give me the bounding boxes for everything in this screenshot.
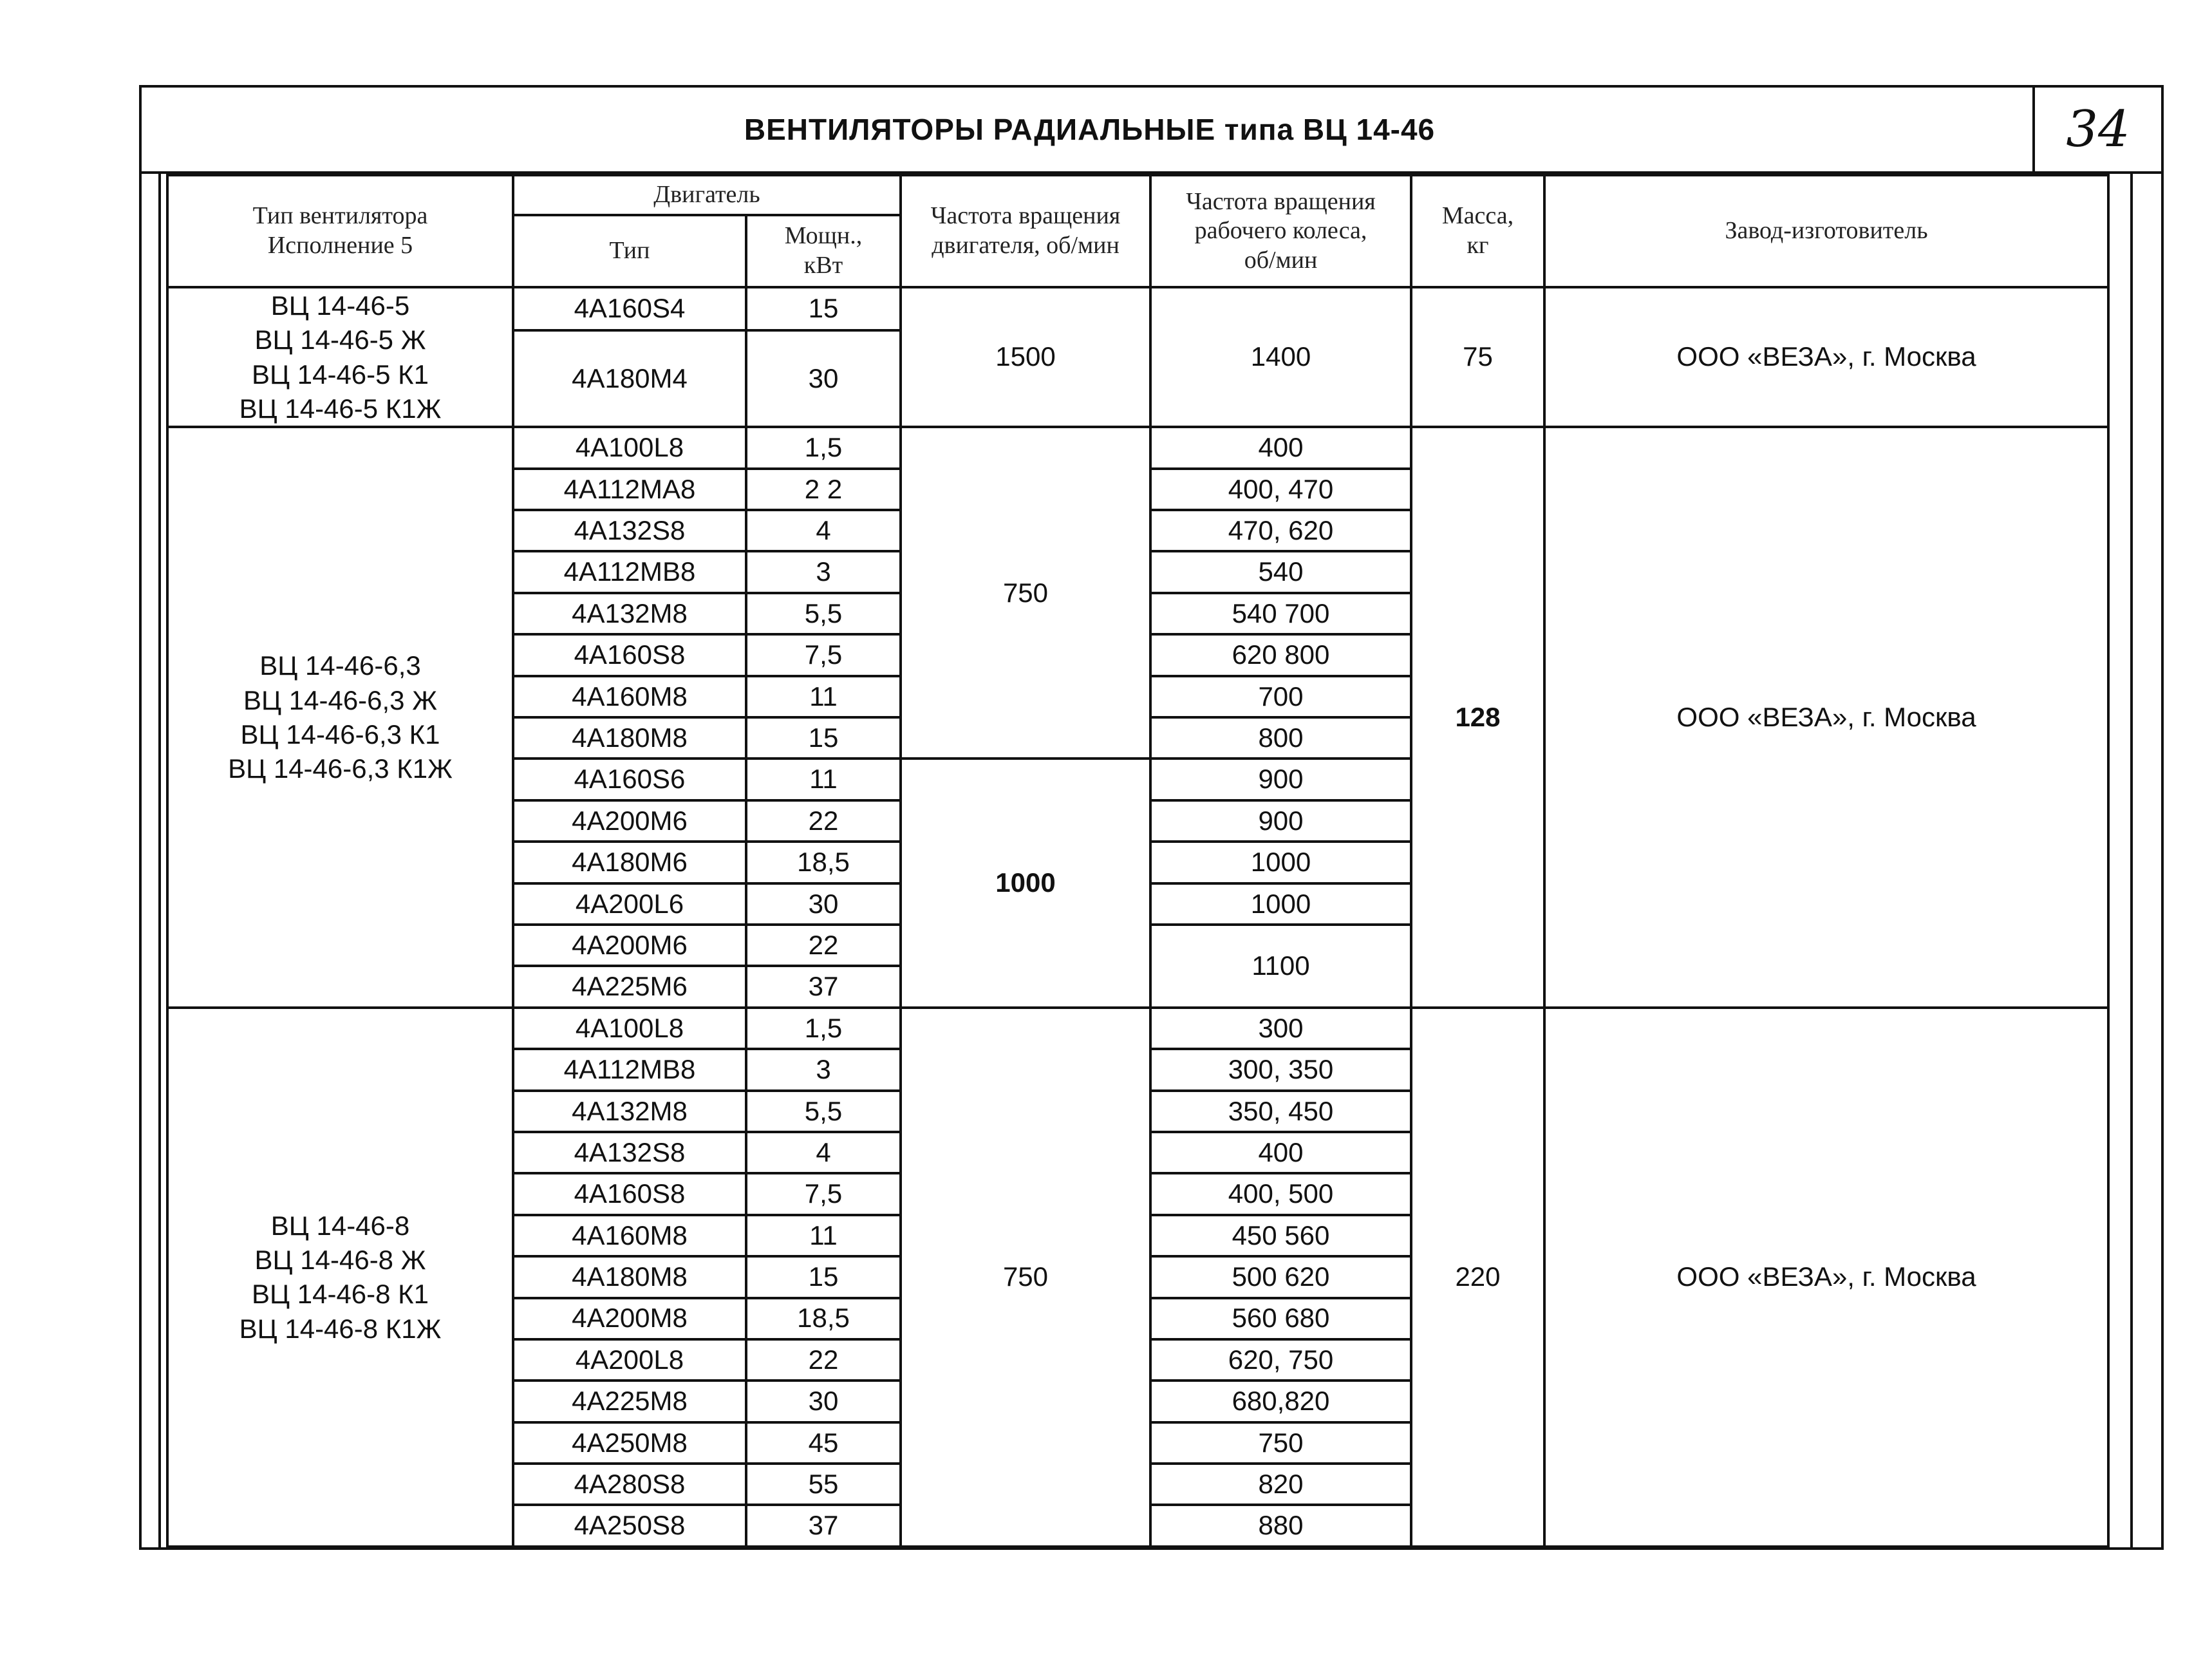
motor-type: 4А160S6 [513, 759, 746, 800]
fan-type: ВЦ 14-46-8 [270, 1210, 410, 1241]
motor-type: 4А180М8 [513, 717, 746, 759]
motor-power: 11 [746, 1215, 901, 1256]
wheel-speed: 900 [1150, 759, 1411, 800]
manufacturer: ООО «ВЕЗА», г. Москва [1544, 427, 2108, 1007]
wheel-speed: 700 [1150, 676, 1411, 717]
fan-type-cell [167, 1008, 513, 1547]
motor-type: 4А200L6 [513, 883, 746, 925]
motor-power: 2 2 [746, 469, 901, 510]
motor-type: 4А250S8 [513, 1505, 746, 1546]
motor-type: 4А100L8 [513, 427, 746, 468]
motor-speed: 1500 [901, 287, 1150, 427]
fan-type: ВЦ 14-46-8 К1 [251, 1279, 429, 1310]
motor-power: 1,5 [746, 1008, 901, 1049]
motor-speed: 750 [901, 427, 1150, 759]
header-motor-speed-line2: двигателя, об/мин [932, 232, 1120, 259]
document-sheet [139, 85, 2164, 1550]
motor-power: 3 [746, 551, 901, 592]
wheel-speed: 1400 [1150, 287, 1411, 427]
fan-type: ВЦ 14-46-6,3 Ж [243, 684, 437, 715]
fan-type: ВЦ 14-46-8 Ж [254, 1244, 426, 1275]
header-manufacturer: Завод-изготовитель [1544, 175, 2108, 287]
wheel-speed: 560 680 [1150, 1298, 1411, 1339]
header-motor-power-line2: кВт [803, 252, 843, 279]
right-margin-rule [2130, 174, 2133, 1550]
motor-power: 22 [746, 925, 901, 966]
page-number-box [2032, 88, 2161, 171]
fan-spec-table [166, 174, 2110, 1548]
fan-type: ВЦ 14-46-6,3 К1Ж [228, 753, 453, 784]
motor-type: 4А250М8 [513, 1422, 746, 1464]
motor-power: 11 [746, 676, 901, 717]
wheel-speed: 680,820 [1150, 1381, 1411, 1422]
motor-type: 4А200М6 [513, 800, 746, 842]
header-wheel-speed-line3: об/мин [1244, 246, 1318, 274]
motor-power: 11 [746, 759, 901, 800]
motor-type: 4А100L8 [513, 1008, 746, 1049]
page-number: 34 [2066, 100, 2130, 158]
motor-type: 4А180М6 [513, 842, 746, 883]
motor-power: 7,5 [746, 634, 901, 675]
motor-type: 4А160М8 [513, 676, 746, 717]
fan-type: ВЦ 14-46-5 К1 [251, 359, 429, 390]
mass: 75 [1411, 287, 1544, 427]
wheel-speed: 300 [1150, 1008, 1411, 1049]
fan-type: ВЦ 14-46-8 К1Ж [239, 1313, 442, 1344]
motor-type: 4А225М6 [513, 966, 746, 1007]
motor-type: 4А200М6 [513, 925, 746, 966]
motor-power: 15 [746, 1256, 901, 1297]
motor-power: 30 [746, 330, 901, 427]
fan-type: ВЦ 14-46-6,3 К1 [240, 719, 440, 750]
motor-type: 4А132М8 [513, 1091, 746, 1132]
wheel-speed: 500 620 [1150, 1256, 1411, 1297]
manufacturer: ООО «ВЕЗА», г. Москва [1544, 287, 2108, 427]
wheel-speed: 400 [1150, 427, 1411, 468]
header-mass-line2: кг [1467, 232, 1489, 259]
motor-type: 4А160S8 [513, 634, 746, 675]
motor-power: 55 [746, 1464, 901, 1505]
wheel-speed: 400, 470 [1150, 469, 1411, 510]
wheel-speed: 900 [1150, 800, 1411, 842]
motor-power: 22 [746, 1339, 901, 1381]
motor-power: 15 [746, 287, 901, 330]
motor-power: 3 [746, 1049, 901, 1090]
header-wheel-speed-line2: рабочего колеса, [1194, 217, 1367, 245]
motor-power: 18,5 [746, 842, 901, 883]
motor-power: 18,5 [746, 1298, 901, 1339]
motor-power: 7,5 [746, 1173, 901, 1214]
header-motor: Двигатель [513, 175, 901, 215]
header-mass [1411, 175, 1544, 287]
motor-type: 4А160S4 [513, 287, 746, 330]
wheel-speed: 540 [1150, 551, 1411, 592]
mass: 128 [1411, 427, 1544, 1007]
header-wheel-speed [1150, 175, 1411, 287]
motor-type: 4А132S8 [513, 1132, 746, 1173]
motor-power: 30 [746, 1381, 901, 1422]
wheel-speed: 620, 750 [1150, 1339, 1411, 1381]
motor-type: 4А200L8 [513, 1339, 746, 1381]
motor-type: 4А225М8 [513, 1381, 746, 1422]
wheel-speed: 350, 450 [1150, 1091, 1411, 1132]
motor-power: 15 [746, 717, 901, 759]
fan-type-cell [167, 427, 513, 1007]
motor-power: 30 [746, 883, 901, 925]
wheel-speed: 400 [1150, 1132, 1411, 1173]
page-title: ВЕНТИЛЯТОРЫ РАДИАЛЬНЫЕ типа ВЦ 14-46 [744, 113, 1436, 146]
motor-power: 5,5 [746, 593, 901, 634]
mass: 220 [1411, 1008, 1544, 1547]
header-fan-type-line2: Исполнение 5 [267, 232, 413, 259]
motor-type: 4А280S8 [513, 1464, 746, 1505]
motor-power: 37 [746, 1505, 901, 1546]
motor-type: 4А112МВ8 [513, 1049, 746, 1090]
fan-type: ВЦ 14-46-5 Ж [254, 325, 426, 355]
wheel-speed: 820 [1150, 1464, 1411, 1505]
motor-power: 37 [746, 966, 901, 1007]
header-fan-type [167, 175, 513, 287]
motor-type: 4А160S8 [513, 1173, 746, 1214]
motor-type: 4А180М8 [513, 1256, 746, 1297]
wheel-speed: 1100 [1150, 925, 1411, 1008]
wheel-speed: 1000 [1150, 842, 1411, 883]
fan-type: ВЦ 14-46-5 [270, 290, 410, 321]
wheel-speed: 470, 620 [1150, 510, 1411, 551]
wheel-speed: 540 700 [1150, 593, 1411, 634]
header-mass-line1: Масса, [1441, 202, 1514, 230]
motor-type: 4А112МВ8 [513, 551, 746, 592]
motor-type: 4А132S8 [513, 510, 746, 551]
motor-power: 4 [746, 1132, 901, 1173]
wheel-speed: 880 [1150, 1505, 1411, 1546]
left-margin-rule [158, 174, 161, 1550]
motor-power: 5,5 [746, 1091, 901, 1132]
manufacturer: ООО «ВЕЗА», г. Москва [1544, 1008, 2108, 1547]
wheel-speed: 300, 350 [1150, 1049, 1411, 1090]
header-fan-type-line1: Тип вентилятора [252, 202, 428, 230]
motor-type: 4А180М4 [513, 330, 746, 427]
header-motor-power-line1: Мощн., [784, 222, 863, 250]
motor-power: 45 [746, 1422, 901, 1464]
wheel-speed: 620 800 [1150, 634, 1411, 675]
motor-power: 4 [746, 510, 901, 551]
motor-type: 4А160М8 [513, 1215, 746, 1256]
motor-type: 4А200М8 [513, 1298, 746, 1339]
wheel-speed: 750 [1150, 1422, 1411, 1464]
motor-type: 4А112МА8 [513, 469, 746, 510]
fan-type: ВЦ 14-46-6,3 [259, 650, 421, 681]
fan-type: ВЦ 14-46-5 К1Ж [239, 393, 442, 424]
wheel-speed: 1000 [1150, 883, 1411, 925]
motor-speed: 750 [901, 1008, 1150, 1547]
header-motor-speed-line1: Частота вращения [930, 202, 1121, 230]
motor-speed: 1000 [901, 759, 1150, 1007]
header-motor-speed [901, 175, 1150, 287]
header-motor-power [746, 215, 901, 287]
header [142, 88, 2161, 174]
wheel-speed: 400, 500 [1150, 1173, 1411, 1214]
header-wheel-speed-line1: Частота вращения [1186, 187, 1376, 215]
wheel-speed: 800 [1150, 717, 1411, 759]
motor-power: 22 [746, 800, 901, 842]
fan-type-cell [167, 287, 513, 427]
motor-power: 1,5 [746, 427, 901, 468]
header-motor-type: Тип [513, 215, 746, 287]
motor-type: 4А132М8 [513, 593, 746, 634]
wheel-speed: 450 560 [1150, 1215, 1411, 1256]
